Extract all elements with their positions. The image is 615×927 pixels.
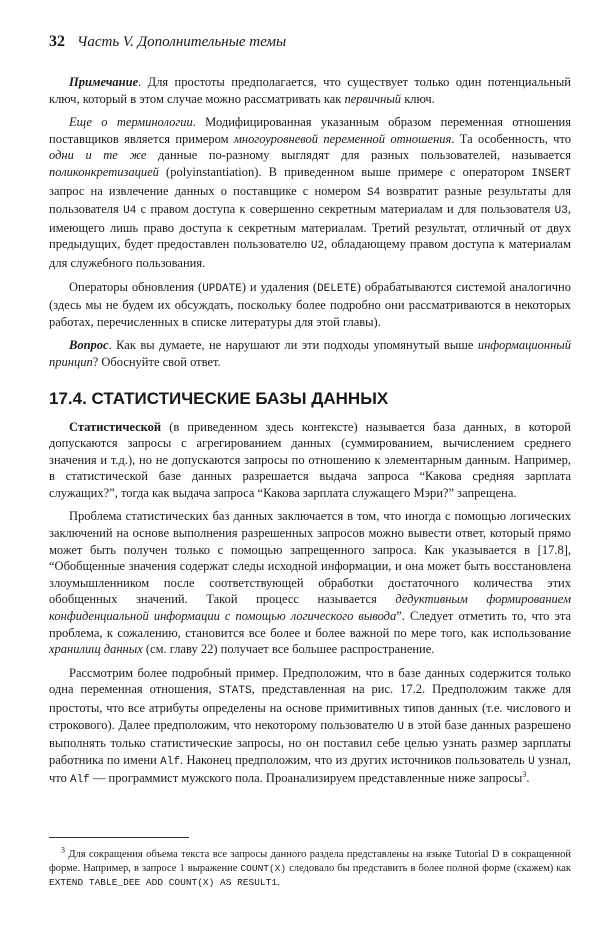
text: (polyinstantiation). В приведенном выше примере с оператором: [158, 164, 532, 179]
paragraph-problem: [49, 508, 571, 657]
code: COUNT(X): [240, 862, 287, 874]
section-heading: 17.4. СТАТИСТИЧЕСКИЕ БАЗЫ ДАННЫХ: [49, 388, 389, 408]
text: в этой базе данных разрешено выполнять только статистические запросы, но он поставил себе целью узнать размер зарплаты работника по имени: [49, 717, 571, 767]
question-label: Вопрос: [69, 338, 109, 353]
code: INSERT: [531, 167, 571, 180]
code: DELETE: [317, 282, 357, 295]
emphasis: информационный принцип: [49, 338, 571, 369]
code: U: [528, 755, 535, 768]
text: . Наконец предположим, что из других источников пользователь: [179, 752, 529, 767]
text: (в приведенном здесь контексте) называется база данных, в которой допускаются запросы с агрегированием данных (суммированием, вычислением среднего значения и т.д.), но не допускаются запросы по отношению к элементарным данным. Например, в статистической базе данных разрешается выдача запроса “Какова средняя зарплата служащих?”, тогда как выдача запроса “Какова зарплата служащего Мэри?” запрещена.: [49, 419, 571, 500]
text: Рассмотрим более подробный пример. Предположим, что в базе данных содержится только одна переменная отношения,: [49, 665, 571, 697]
terminology-label: Еще о терминологии: [69, 115, 193, 130]
emphasis: поликонкретизацией: [49, 164, 159, 179]
text: ) обрабатываются системой аналогично (здесь мы не будем их обсуждать, поскольку более подробно они рассматриваются в некоторых работах, перечисленных в списке литературы для этой главы).: [49, 279, 571, 329]
text: , обладающему правом доступа к материалам для служебного пользования.: [49, 237, 571, 270]
text: . Модифицированная указанным образом переменная отношения поставщиков является примером: [49, 115, 571, 146]
paragraph-example: [49, 665, 571, 789]
code: U4: [123, 205, 137, 218]
text: ”. Следует отметить то, что эта проблема, к сожалению, становится все более и более важной по мере того, как использование: [49, 609, 571, 640]
text: . Та особенность, что: [451, 131, 571, 146]
text: — программист мужского пола. Проанализируем представленные ниже запросы: [89, 771, 523, 786]
footnote-number: 3: [61, 845, 65, 855]
code: U2: [310, 240, 325, 253]
code: EXTEND TABLE_DEE ADD COUNT(X) AS RESULT1: [49, 876, 278, 888]
text: ) и удаления (: [241, 279, 318, 294]
text: возвратит разные результаты для пользователя: [49, 183, 571, 217]
defined-term: Статистической: [69, 419, 162, 434]
text: , имеющего лишь право доступа к секретным материалам. Третий результат, отличный от двух предыдущих, будет предоставлен пользователю: [49, 202, 571, 252]
text: ключ.: [401, 91, 435, 106]
text: узнал, что: [49, 752, 571, 786]
page-number: 32: [49, 33, 65, 50]
code: U: [397, 720, 405, 733]
text: . Для простоты предполагается, что существует только один потенциальный ключ, который в этом случае можно рассматривать как: [49, 75, 571, 106]
text: Для сокращения объема текста все запросы данного раздела представлены на языке Tutorial D в сокращенной форме. Например, в запросе 1 выражение: [49, 848, 571, 874]
code: STATS: [218, 685, 252, 698]
text: , представленная на рис. 17.2. Предположим также для простоты, что все атрибуты определены на основе примитивных типов данных (т.е. числового и строкового). Далее предположим, что некоторому пользователю: [49, 682, 571, 732]
text: .: [277, 876, 280, 888]
emphasis: хранилищ данных: [49, 642, 143, 657]
emphasis: многоуровневой переменной отношения: [233, 131, 452, 146]
paragraph-question: [49, 337, 571, 370]
text: данные по-разному выглядят для разных пользователей, называется: [146, 148, 571, 163]
emphasis: первичный: [344, 91, 402, 106]
text: Операторы обновления (: [69, 279, 203, 294]
paragraph-definition: [49, 419, 571, 502]
running-title: Часть V. Дополнительные темы: [77, 34, 287, 50]
paragraph-note: [49, 74, 571, 107]
paragraph-terminology: [49, 114, 571, 271]
text: Проблема статистических баз данных заключается в том, что иногда с помощью логических заключений на основе выполнения разрешенных запросов можно вывести ответ, который прямо может быть получен только с помощью запрещенного запроса. Как указывается в [17.8], “Обобщенные значения содержат следы исходной информации, и она может быть восстановлена злоумышленником после соответствующей обработки достаточного количества этих обобщенных значений. Такой процесс называется: [49, 509, 571, 607]
page-header: [49, 30, 571, 54]
footnote-divider: [49, 837, 189, 838]
text: .: [526, 771, 530, 786]
emphasis: одни и те же: [49, 148, 147, 163]
emphasis: дедуктивным формированием конфиденциальной информации с помощью логического вывода: [49, 592, 571, 624]
footnote-marker[interactable]: 3: [522, 770, 527, 780]
code: Alf: [69, 774, 90, 787]
footnote: [49, 845, 571, 890]
page: [49, 30, 571, 890]
code: U3: [554, 205, 568, 218]
code: S4: [366, 186, 381, 199]
text: запрос на извлечение данных о поставщике с номером: [49, 183, 367, 198]
text: ? Обоснуйте свой ответ.: [92, 354, 221, 369]
note-label: Примечание: [69, 75, 139, 89]
paragraph-update-delete: [49, 279, 571, 331]
text: следовало бы представить в более полной форме (скажем) как: [286, 862, 571, 874]
code: Alf: [160, 755, 180, 768]
text: (см. главу 22) получает все большее распространение.: [142, 642, 435, 657]
text: с правом доступа к совершенно секретным материалам и для пользователя: [136, 202, 555, 217]
text: . Как вы думаете, не нарушают ли эти подходы упомянутый выше: [108, 338, 478, 353]
code: UPDATE: [202, 282, 242, 295]
